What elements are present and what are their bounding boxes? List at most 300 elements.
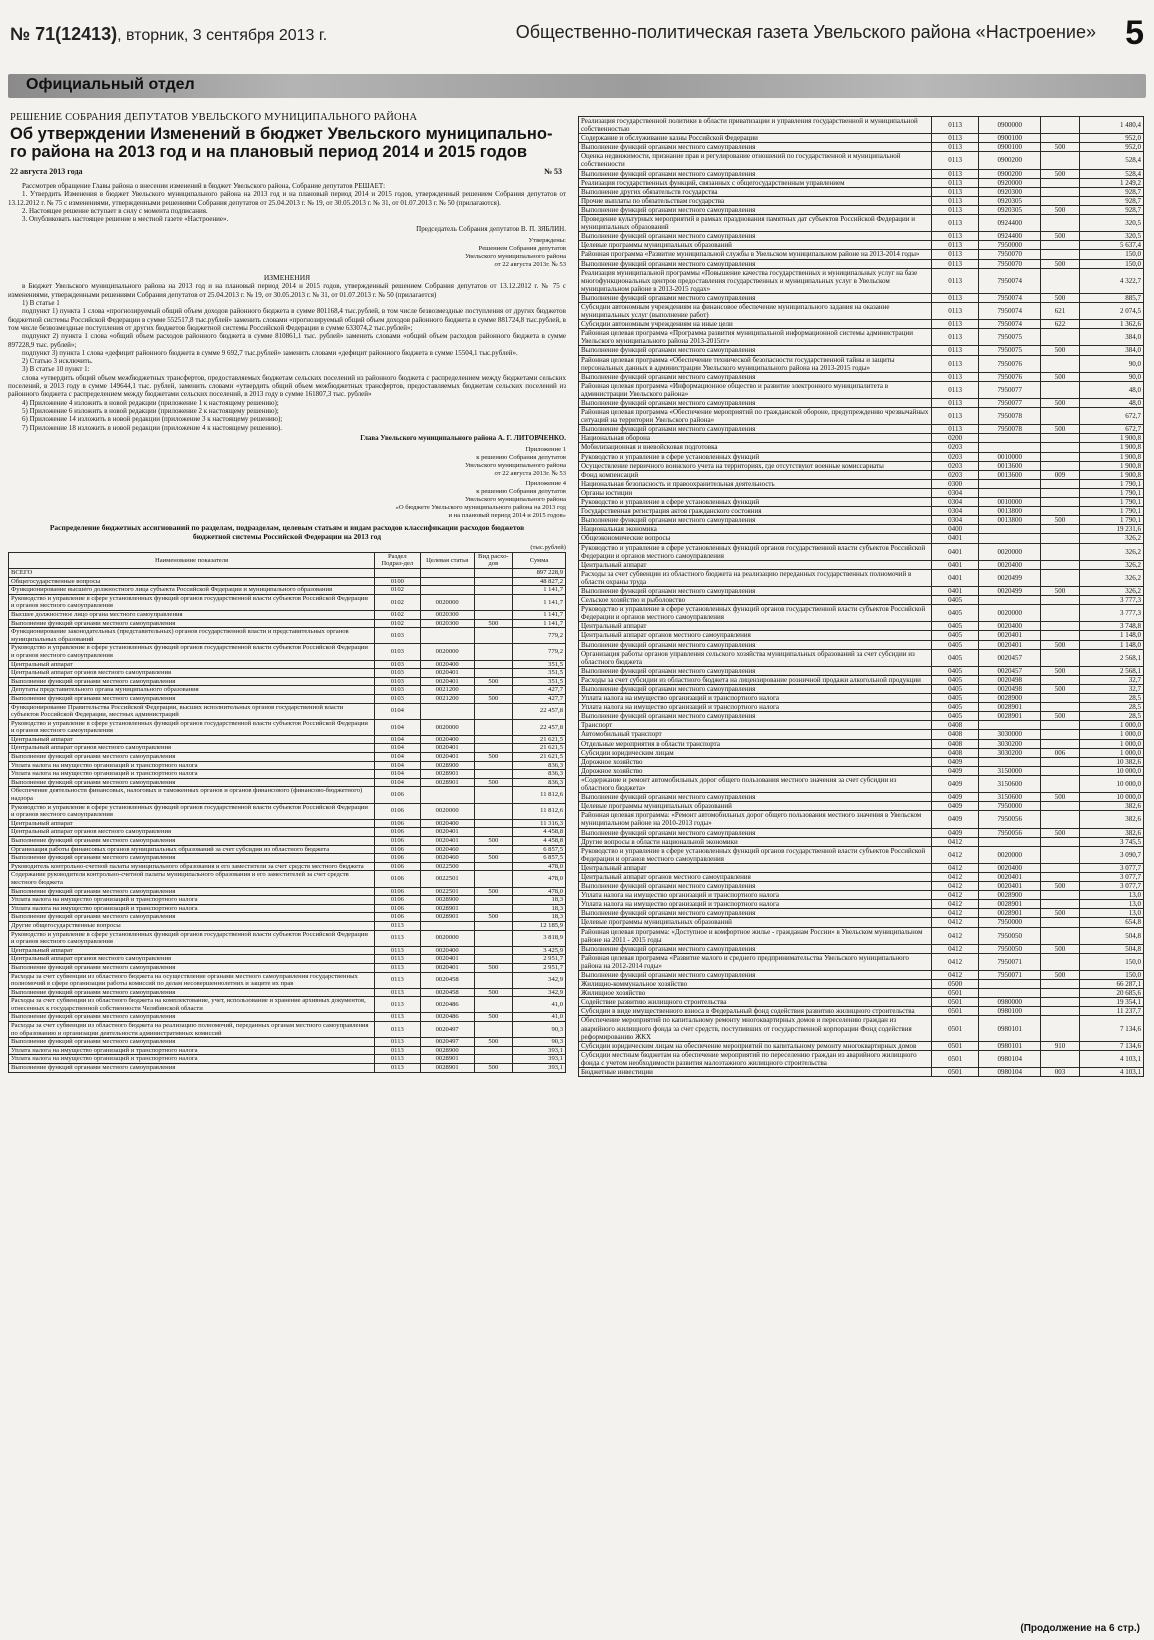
row-sum: 28,5 <box>1079 694 1143 703</box>
table-row <box>579 739 1144 748</box>
row-section: 0113 <box>375 1046 421 1055</box>
row-kind <box>1041 560 1080 569</box>
table-row <box>579 685 1144 694</box>
row-section: 0113 <box>932 187 979 196</box>
row-kind <box>474 930 512 946</box>
row-sum: 1 790,1 <box>1079 479 1143 488</box>
row-name: Дорожное хозяйство <box>579 757 932 766</box>
row-section: 0412 <box>932 891 979 900</box>
row-sum: 427,7 <box>512 694 565 703</box>
row-section: 0405 <box>932 605 979 622</box>
row-target: 0020401 <box>420 828 474 837</box>
row-kind <box>1041 918 1080 927</box>
row-kind <box>1041 187 1080 196</box>
row-sum: 11 316,3 <box>512 819 565 828</box>
issue-info <box>10 24 327 45</box>
table-row <box>579 479 1144 488</box>
table-row <box>579 927 1144 944</box>
row-section: 0100 <box>375 577 421 586</box>
row-name: Руководство и управление в сфере установленных функций органов государственной власти субъектов Российской Федерации и органов местного самоуправления <box>9 719 375 735</box>
row-name: Районная целевая программа «Развитие малого и среднего предпринимательства Увельского муниципального района на 2012-2014 годы» <box>579 953 932 970</box>
table-row <box>579 757 1144 766</box>
row-name: Функционирование законодательных (представительных) органов государственной власти и представительных органов муниципальных образований <box>9 628 375 644</box>
row-section: 0113 <box>932 408 979 425</box>
row-section: 0113 <box>932 241 979 250</box>
row-kind <box>474 955 512 964</box>
table-row <box>579 766 1144 775</box>
row-kind: 006 <box>1041 748 1080 757</box>
row-target: 0920300 <box>979 187 1041 196</box>
section-bar <box>8 74 1146 98</box>
approved-line: от 22 августа 2013г. № 53 <box>494 261 566 269</box>
row-target: 0924400 <box>979 215 1041 232</box>
table-row <box>9 735 566 744</box>
row-name: Центральный аппарат <box>579 560 932 569</box>
row-section: 0103 <box>375 660 421 669</box>
table-row <box>9 862 566 871</box>
row-name: Организация работы финансовых органов муниципальных образований за счет субсидии из областного бюджета <box>9 845 375 854</box>
row-target: 0028900 <box>420 896 474 905</box>
table-row <box>579 1050 1144 1067</box>
row-section: 0113 <box>375 930 421 946</box>
row-section: 0106 <box>375 904 421 913</box>
row-target: 0028901 <box>420 1055 474 1064</box>
row-name: Расходы за счет субсидии из областного бюджета на лицензирование розничной продажи алкогольной продукции <box>579 675 932 684</box>
row-section: 0102 <box>375 619 421 628</box>
row-sum: 326,2 <box>1079 586 1143 595</box>
row-kind <box>1041 381 1080 398</box>
row-kind: 003 <box>1041 1068 1080 1077</box>
row-name: Проведение культурных мероприятий в рамках празднования памятных дат субъектов Российской Федерации и муниципальных образований <box>579 215 932 232</box>
row-name: Выполнение функций органами местного самоуправления <box>9 988 375 997</box>
row-name: Выполнение функций органами местного самоуправления <box>579 293 932 302</box>
row-sum: 1 790,1 <box>1079 507 1143 516</box>
row-section: 0113 <box>375 1055 421 1064</box>
row-kind <box>1041 196 1080 205</box>
row-section: 0405 <box>932 675 979 684</box>
row-kind <box>1041 498 1080 507</box>
row-section: 0106 <box>375 787 421 803</box>
row-kind <box>474 819 512 828</box>
row-sum: 836,3 <box>512 778 565 787</box>
row-name: Выполнение функций органами местного самоуправления <box>9 694 375 703</box>
row-section: 0412 <box>932 837 979 846</box>
row-kind <box>1041 766 1080 775</box>
row-name: Выполнение функций органами местного самоуправления <box>579 232 932 241</box>
row-sum: 2 951,7 <box>512 963 565 972</box>
row-kind <box>1041 980 1080 989</box>
row-section: 0103 <box>375 628 421 644</box>
row-target: 0020300 <box>420 619 474 628</box>
row-target: 0020300 <box>420 610 474 619</box>
row-kind <box>1041 543 1080 560</box>
row-name: Уплата налога на имущество организаций и транспортного налога <box>579 703 932 712</box>
row-target <box>979 479 1041 488</box>
table-row <box>579 215 1144 232</box>
row-name: Фонд компенсаций <box>579 470 932 479</box>
row-target: 0020497 <box>420 1022 474 1038</box>
table-row <box>9 871 566 887</box>
table-row <box>579 152 1144 169</box>
row-kind: 500 <box>474 854 512 863</box>
row-target: 0020457 <box>979 666 1041 675</box>
row-sum: 326,2 <box>1079 534 1143 543</box>
row-name: Руководство и управление в сфере установленных функций органов государственной власти субъектов Российской Федерации и органов местного самоуправления <box>579 846 932 863</box>
table-row <box>579 882 1144 891</box>
section-title: Официальный отдел <box>26 76 195 93</box>
row-target: 0924400 <box>979 232 1041 241</box>
row-target: 3030200 <box>979 748 1041 757</box>
units-label: (тыс.рублей) <box>530 543 566 551</box>
row-kind <box>474 803 512 819</box>
row-target <box>979 488 1041 497</box>
table-row <box>579 399 1144 408</box>
row-section: 0104 <box>375 753 421 762</box>
row-section: 0113 <box>932 268 979 293</box>
table-row <box>579 891 1144 900</box>
row-kind <box>474 610 512 619</box>
row-sum: 393,1 <box>512 1046 565 1055</box>
issue-date: , вторник, 3 сентября 2013 г. <box>117 27 328 44</box>
table-row <box>9 1022 566 1038</box>
row-name: Центральный аппарат <box>9 660 375 669</box>
row-sum: 342,9 <box>512 988 565 997</box>
table-row <box>9 619 566 628</box>
table-row <box>9 703 566 719</box>
row-section: 0501 <box>932 989 979 998</box>
row-sum: 21 621,5 <box>512 753 565 762</box>
row-name: Субсидии автономным учреждениям на иные цели <box>579 320 932 329</box>
row-name: Районная целевая программа «Программа развития муниципальной информационной системы администрации Увельского муниципального района 2013-2015гг» <box>579 329 932 346</box>
table-row <box>579 793 1144 802</box>
row-target: 0980100 <box>979 1007 1041 1016</box>
table-row <box>579 143 1144 152</box>
table-row <box>579 443 1144 452</box>
row-sum: 1 000,0 <box>1079 739 1143 748</box>
row-section: 0409 <box>932 802 979 811</box>
changes-line: 1) В статье 1 <box>22 299 60 308</box>
table-row <box>579 241 1144 250</box>
row-name: Выполнение функций органами местного самоуправления <box>579 586 932 595</box>
row-name: Уплата налога на имущество организаций и транспортного налога <box>9 1046 375 1055</box>
row-section: 0401 <box>932 543 979 560</box>
row-sum: 836,3 <box>512 770 565 779</box>
row-section: 0113 <box>932 329 979 346</box>
row-kind <box>1041 525 1080 534</box>
row-sum: 528,4 <box>1079 152 1143 169</box>
table-row <box>579 712 1144 721</box>
row-kind <box>1041 872 1080 881</box>
row-target: 0020401 <box>420 744 474 753</box>
row-sum: 1 141,7 <box>512 610 565 619</box>
row-name: Реализация государственной политики в области приватизации и управления государственной и муниципальной собственностью <box>579 117 932 134</box>
row-sum: 504,8 <box>1079 944 1143 953</box>
table-row <box>579 425 1144 434</box>
row-target: 0028901 <box>420 778 474 787</box>
row-target: 0020401 <box>979 872 1041 881</box>
row-target: 0013600 <box>979 470 1041 479</box>
row-target: 7950075 <box>979 346 1041 355</box>
row-sum: 351,5 <box>512 677 565 686</box>
row-target: 0020401 <box>420 677 474 686</box>
row-kind: 500 <box>1041 372 1080 381</box>
row-name: Руководитель контрольно-счетной палаты муниципального образования и его заместители за счет средств местного бюджета <box>9 862 375 871</box>
row-target: 0980000 <box>979 998 1041 1007</box>
row-name: Выполнение функций органами местного самоуправления <box>579 399 932 408</box>
row-sum: 11 237,7 <box>1079 1007 1143 1016</box>
row-kind <box>474 660 512 669</box>
row-target: 0028901 <box>420 1064 474 1073</box>
row-kind: 500 <box>1041 169 1080 178</box>
row-kind <box>1041 1007 1080 1016</box>
row-target: 0013600 <box>979 461 1041 470</box>
row-name: Уплата налога на имущество организаций и транспортного налога <box>579 900 932 909</box>
table-row <box>9 753 566 762</box>
row-target <box>979 534 1041 543</box>
row-kind: 500 <box>1041 712 1080 721</box>
row-sum: 528,4 <box>1079 169 1143 178</box>
table-row <box>579 980 1144 989</box>
row-kind: 500 <box>1041 640 1080 649</box>
decision-points <box>8 190 566 223</box>
row-section: 0501 <box>932 998 979 1007</box>
row-sum: 2 568,1 <box>1079 666 1143 675</box>
row-kind: 500 <box>474 913 512 922</box>
row-name: Выполнение функций органами местного самоуправления <box>579 971 932 980</box>
right-column <box>578 116 1144 1616</box>
changes-intro: в Бюджет Увельского муниципального района на 2013 год и на плановый период 2014 и 2015 годов, утвержденный решением Собрания депутатов от 13.12.2012 г. № 75 с изменениями, утвержденными решениями Собрания депутатов от 25.04.2013 г. № 19, от 30.05.2013 г. № 31, от 01.07.2013 г. № 50 (прилагается) <box>8 282 566 299</box>
row-name: Содержание и обслуживание казны Российской Федерации <box>579 134 932 143</box>
row-sum: 4 322,7 <box>1079 268 1143 293</box>
row-sum: 654,8 <box>1079 918 1143 927</box>
issue-number: № 71(12413) <box>10 24 118 44</box>
row-kind: 500 <box>1041 909 1080 918</box>
row-sum: 1 790,1 <box>1079 498 1143 507</box>
table-row <box>9 569 566 578</box>
row-name: Уплата налога на имущество организаций и транспортного налога <box>9 896 375 905</box>
table-row <box>579 452 1144 461</box>
row-kind <box>474 1046 512 1055</box>
row-section: 0408 <box>932 748 979 757</box>
table-row <box>9 930 566 946</box>
row-target: 7950000 <box>979 918 1041 927</box>
row-kind: 500 <box>474 694 512 703</box>
row-kind <box>1041 900 1080 909</box>
masthead <box>0 0 1154 70</box>
row-target: 0920000 <box>979 178 1041 187</box>
row-sum: 393,1 <box>512 1064 565 1073</box>
row-sum: 6 857,5 <box>512 854 565 863</box>
page-number: 5 <box>1125 14 1144 52</box>
row-name: Районная целевая программа «Обеспечение мероприятий по гражданской обороне, предупреждению чрезвычайных ситуаций на территории Увельского района» <box>579 408 932 425</box>
row-target: 3150600 <box>979 775 1041 792</box>
row-sum: 952,0 <box>1079 134 1143 143</box>
table-row <box>9 719 566 735</box>
row-sum: 478,0 <box>512 862 565 871</box>
row-sum: 326,2 <box>1079 543 1143 560</box>
table-row <box>579 872 1144 881</box>
row-kind <box>474 828 512 837</box>
row-sum: 90,3 <box>512 1038 565 1047</box>
row-kind: 500 <box>474 1038 512 1047</box>
table-row <box>579 329 1144 346</box>
table-row <box>9 610 566 619</box>
table-row <box>579 117 1144 134</box>
row-section: 0412 <box>932 953 979 970</box>
row-target: 0020400 <box>420 819 474 828</box>
row-kind: 009 <box>1041 470 1080 479</box>
col-header-sum: Сумма <box>512 552 565 568</box>
table-row <box>9 1055 566 1064</box>
row-sum: 48,0 <box>1079 399 1143 408</box>
row-kind <box>1041 507 1080 516</box>
row-section: 0113 <box>375 988 421 997</box>
row-sum: 393,1 <box>512 1055 565 1064</box>
table-row <box>579 408 1144 425</box>
row-section: 0300 <box>932 479 979 488</box>
row-name: Организация работы органов управления сельского хозяйства муниципальных образований за счет субсидии из областного бюджета <box>579 649 932 666</box>
row-sum: 32,7 <box>1079 685 1143 694</box>
row-kind: 621 <box>1041 302 1080 319</box>
row-kind: 622 <box>1041 320 1080 329</box>
row-kind <box>1041 443 1080 452</box>
row-sum: 928,7 <box>1079 187 1143 196</box>
table-row <box>579 989 1144 998</box>
row-target: 7950076 <box>979 355 1041 372</box>
row-sum: 351,5 <box>512 669 565 678</box>
row-section: 0113 <box>932 134 979 143</box>
row-sum: 3 748,8 <box>1079 622 1143 631</box>
row-sum: 4 458,8 <box>512 828 565 837</box>
table-row <box>579 569 1144 586</box>
points-line: 2. Настоящее решение вступает в силу с момента подписания. <box>22 206 208 215</box>
table-row <box>9 594 566 610</box>
row-target: 0980104 <box>979 1068 1041 1077</box>
table-row <box>9 694 566 703</box>
row-sum: 1 000,0 <box>1079 730 1143 739</box>
row-section: 0113 <box>375 1013 421 1022</box>
row-sum: 427,7 <box>512 686 565 695</box>
row-target <box>420 577 474 586</box>
row-target: 0020401 <box>420 963 474 972</box>
annex4-block <box>8 480 566 520</box>
table-row <box>9 803 566 819</box>
row-kind <box>1041 927 1080 944</box>
row-sum: 7 134,6 <box>1079 1016 1143 1041</box>
table-row <box>579 434 1144 443</box>
row-section: 0203 <box>932 443 979 452</box>
row-name: Выполнение функций органами местного самоуправления <box>9 778 375 787</box>
row-section: 0104 <box>375 778 421 787</box>
row-section: 0405 <box>932 596 979 605</box>
changes-line: 4) Приложение 4 изложить в новой редакции (приложение 1 к настоящему решению); <box>22 398 279 407</box>
row-sum: 1 900,8 <box>1079 470 1143 479</box>
row-target: 7950050 <box>979 927 1041 944</box>
row-sum: 41,0 <box>512 997 565 1013</box>
row-name: Уплата налога на имущество организаций и транспортного налога <box>9 761 375 770</box>
row-name: Руководство и управление в сфере установленных функций <box>579 498 932 507</box>
row-target: 0020000 <box>979 846 1041 863</box>
table-row <box>579 1041 1144 1050</box>
row-target: 0028900 <box>979 891 1041 900</box>
table-row <box>579 1068 1144 1077</box>
row-kind <box>1041 408 1080 425</box>
row-section: 0113 <box>932 232 979 241</box>
row-target: 0020000 <box>979 605 1041 622</box>
row-name: Общеэкономические вопросы <box>579 534 932 543</box>
row-section: 0500 <box>932 980 979 989</box>
col-header-section: Раздел Подраз-дел <box>375 552 421 568</box>
table-row <box>579 971 1144 980</box>
row-kind <box>474 577 512 586</box>
row-kind <box>474 946 512 955</box>
table-row <box>9 845 566 854</box>
table-row <box>579 811 1144 828</box>
row-name: Центральный аппарат органов местного самоуправления <box>579 631 932 640</box>
row-sum: 21 621,5 <box>512 735 565 744</box>
row-section: 0113 <box>375 972 421 988</box>
row-kind: 500 <box>474 1064 512 1073</box>
row-sum: 28,5 <box>1079 703 1143 712</box>
row-section: 0412 <box>932 927 979 944</box>
table-row <box>9 761 566 770</box>
row-target: 0013800 <box>979 516 1041 525</box>
table-row <box>579 775 1144 792</box>
row-name: Выполнение функций органами местного самоуправления <box>579 372 932 381</box>
row-target <box>420 787 474 803</box>
row-kind <box>474 904 512 913</box>
row-sum: 10 000,0 <box>1079 766 1143 775</box>
row-sum: 18,3 <box>512 904 565 913</box>
row-kind <box>1041 675 1080 684</box>
table-row <box>579 320 1144 329</box>
table-row <box>579 1007 1144 1016</box>
row-kind: 500 <box>474 778 512 787</box>
table-row <box>9 913 566 922</box>
table-row <box>9 586 566 595</box>
table-row <box>579 666 1144 675</box>
row-kind <box>474 669 512 678</box>
row-kind: 500 <box>1041 685 1080 694</box>
table-row <box>9 854 566 863</box>
row-target: 0020400 <box>979 622 1041 631</box>
row-target: 0010000 <box>979 498 1041 507</box>
changes-line: слова «утвердить общий объем межбюджетных трансфертов, предоставляемых бюджетам сельских поселений из районного бюджета с распределением между бюджетами сельских поселений, в 2013 году в сумме 149644,1 тыс. рублей, заменить словами «утвердить общий объем межбюджетных трансфертов, предоставляемых бюджетам сельских поселений из районного бюджета с распределением между бюджетами сельских поселений, в 2013 году в сумме 161807,3 тыс. рублей» <box>8 373 566 399</box>
row-target: 7950078 <box>979 408 1041 425</box>
row-section: 0405 <box>932 622 979 631</box>
row-section: 0405 <box>932 712 979 721</box>
table-row <box>579 498 1144 507</box>
row-section: 0408 <box>932 730 979 739</box>
row-section: 0405 <box>932 703 979 712</box>
row-section: 0401 <box>932 586 979 595</box>
row-target: 0028900 <box>420 1046 474 1055</box>
row-name: Субсидии юридическим лицам на обеспечение мероприятий по капитальному ремонту многоквартирных домов <box>579 1041 932 1050</box>
changes-title: ИЗМЕНЕНИЯ <box>263 273 311 283</box>
row-target: 0020458 <box>420 988 474 997</box>
row-sum: 22 457,8 <box>512 719 565 735</box>
table-row <box>9 669 566 678</box>
row-target: 0022501 <box>420 887 474 896</box>
row-section: 0113 <box>932 293 979 302</box>
row-target: 0020498 <box>979 675 1041 684</box>
row-target: 3030200 <box>979 739 1041 748</box>
table-row <box>579 944 1144 953</box>
row-section: 0113 <box>932 259 979 268</box>
row-section: 0409 <box>932 775 979 792</box>
row-target: 7950056 <box>979 828 1041 837</box>
table-row <box>9 972 566 988</box>
